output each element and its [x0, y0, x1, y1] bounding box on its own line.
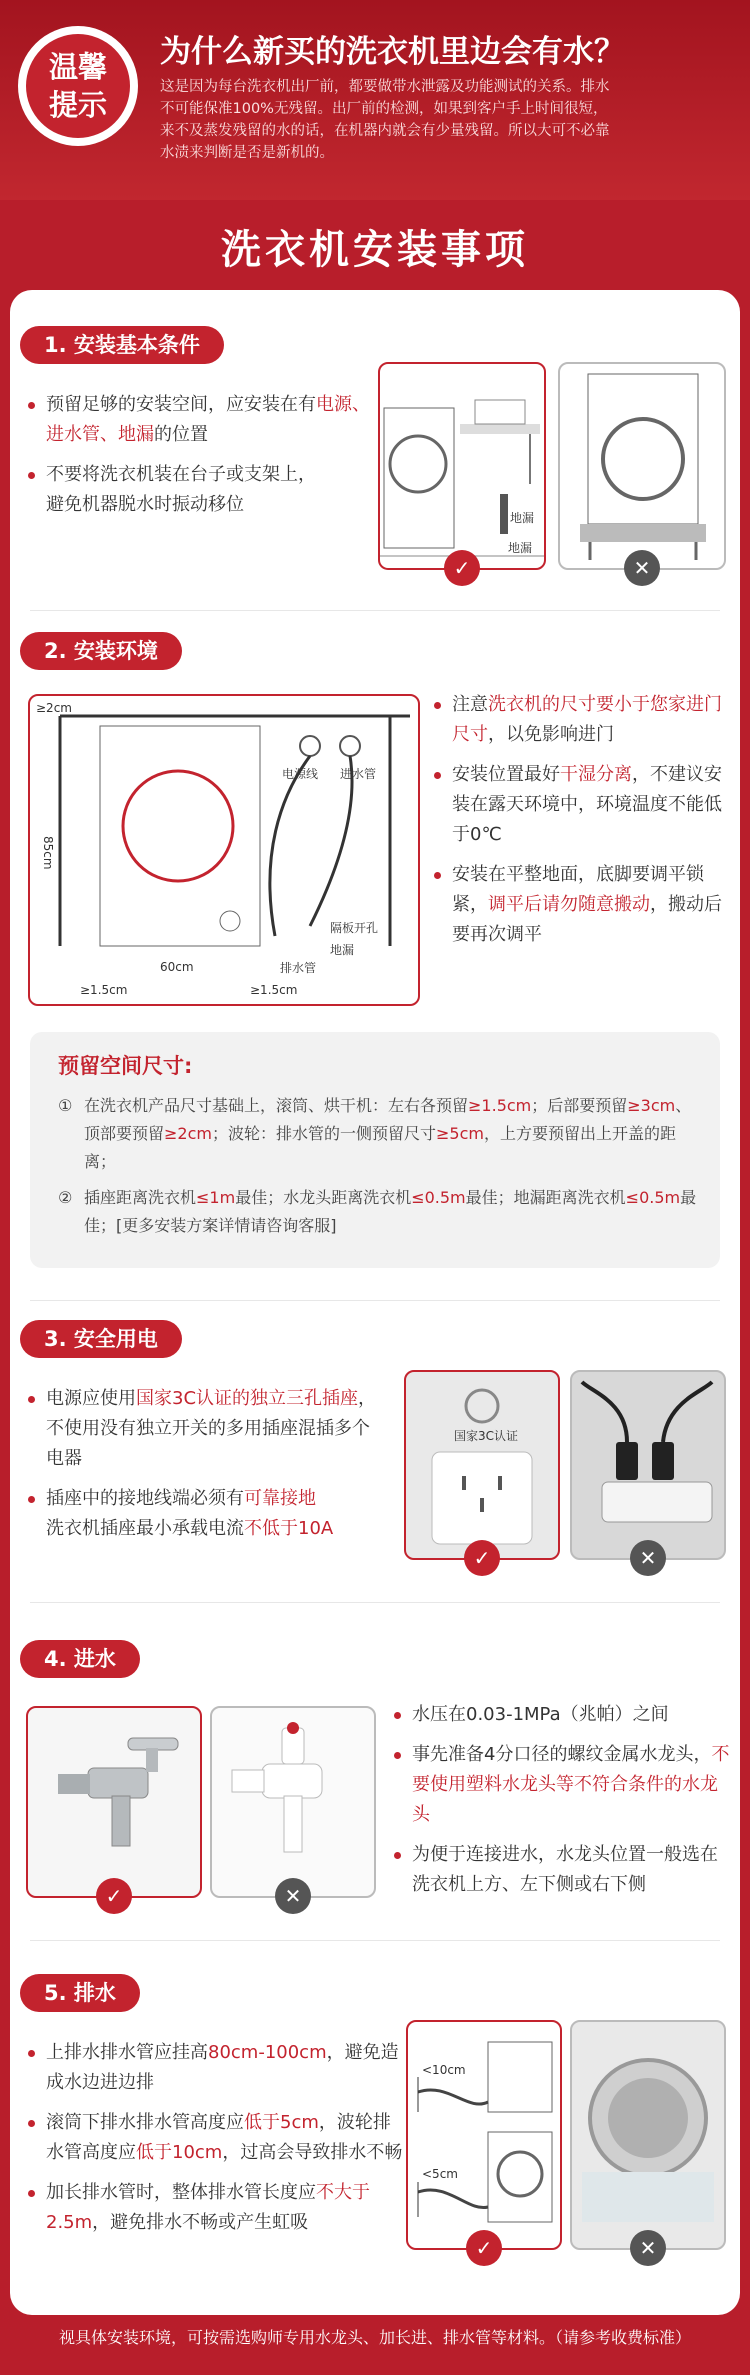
section-3-bullets [24, 1384, 384, 1554]
bullet-text: 为便于连接进水，水龙头位置一般选在洗衣机上方、左下侧或右下侧 [412, 1844, 718, 1895]
item-highlight: ≥1.5cm [468, 1096, 532, 1115]
left-gap-label: ≥1.5cm [80, 983, 128, 997]
banner-text [160, 76, 720, 164]
item-text: ；波轮：排水管的一侧预留尺寸 [211, 1124, 436, 1143]
item-text: 最佳；地漏距离洗衣机 [465, 1188, 626, 1207]
install-environment-diagram [28, 694, 420, 1006]
bullet-highlight: 低于10cm [136, 2142, 223, 2163]
section-2-heading: 2. 安装环境 [20, 632, 182, 670]
badge-line2: 提示 [48, 88, 107, 122]
item-highlight: ≤0.5m [411, 1188, 466, 1207]
bullet-text: 上排水排水管应挂高 [46, 2042, 208, 2063]
divider [30, 1602, 720, 1603]
bullet-text: ，不建议安装在露天环境中，环境温度不能低于0℃ [452, 764, 722, 845]
correct-drain-height-image [406, 2020, 562, 2260]
reserved-space-item [58, 1092, 698, 1176]
item-text: 、顶部要预留 [84, 1096, 692, 1143]
under-5cm-label: <5cm [422, 2167, 458, 2181]
correct-socket-image [404, 1370, 560, 1570]
section-4-bullets [390, 1700, 730, 1910]
tip-banner [0, 0, 750, 200]
section-2-bullets [430, 690, 730, 960]
bullet-text: 洗衣机插座最小承载电流 [46, 1518, 244, 1539]
cross-icon: ✕ [275, 1878, 311, 1914]
bullet-text: ，过高会导致排水不畅 [222, 2142, 403, 2163]
bullet-highlight: 低于5cm [244, 2112, 319, 2133]
3c-socket-illustration [406, 1372, 558, 1558]
bullet-highlight: 不低于10A [244, 1518, 334, 1539]
section-3-heading: 3. 安全用电 [20, 1320, 182, 1358]
banner-line: 不可能保准100%无残留。出厂前的检测，如果到客户手上时间很短， [160, 101, 608, 117]
bullet-text: 的位置 [154, 424, 208, 445]
item-text: 最佳；[更多安装方案详情请咨询客服] [84, 1188, 697, 1235]
footer-note: 视具体安装环境，可按需选购师专用水龙头、加长进、排水管等材料。（请参考收费标准） [58, 2328, 691, 2347]
bullet-text: 事先准备4分口径的螺纹金属水龙头， [412, 1744, 712, 1765]
cross-icon: ✕ [630, 1540, 666, 1576]
wrong-faucet-image [210, 1706, 376, 1908]
bullet-item [24, 1384, 384, 1474]
check-icon: ✓ [444, 550, 480, 586]
item-highlight: ≥5cm [436, 1124, 484, 1143]
cross-icon: ✕ [630, 2230, 666, 2266]
bullet-item [390, 1840, 730, 1900]
check-icon: ✓ [464, 1540, 500, 1576]
section-1-bullets [24, 390, 374, 530]
bullet-highlight: 不要使用塑料水龙头等不符合条件的水龙头 [412, 1744, 730, 1825]
section-5-heading: 5. 排水 [20, 1974, 140, 2012]
item-highlight: ≤1m [196, 1188, 236, 1207]
bullet-highlight: 洗衣机的尺寸要小于您家进门尺寸 [452, 694, 722, 745]
bullet-text: ，以免影响进门 [488, 724, 614, 745]
item-text: 在洗衣机产品尺寸基础上，滚筒、烘干机：左右各预留 [84, 1096, 469, 1115]
bullet-text: 预留足够的安装空间，应安装在有 [46, 394, 316, 415]
flooded-drum-illustration [572, 2022, 724, 2248]
bullet-item [390, 1700, 730, 1730]
bullet-item [390, 1740, 730, 1830]
drain-pipe-label: 排水管 [280, 961, 317, 975]
correct-faucet-image [26, 1706, 202, 1908]
bullet-text: 安装位置最好 [452, 764, 560, 785]
page-title: 洗衣机安装事项 [221, 227, 529, 273]
floor-drain-label: 地漏 [330, 943, 355, 957]
under-10cm-label: <10cm [422, 2063, 466, 2077]
bullet-text: 滚筒下排水排水管高度应 [46, 2112, 244, 2133]
section-4-heading: 4. 进水 [20, 1640, 140, 1678]
bullet-item [24, 2178, 404, 2238]
bullet-highlight: 电源、进水管、地漏 [46, 394, 370, 445]
item-highlight: ≤0.5m [625, 1188, 681, 1207]
bullet-text: ，避免造成水边进边排 [46, 2042, 399, 2093]
bullet-item [430, 760, 730, 850]
check-icon: ✓ [96, 1878, 132, 1914]
item-text: ；后部要预留 [531, 1096, 628, 1115]
bullet-item [24, 2108, 404, 2168]
bullet-highlight: 不大于2.5m [46, 2182, 370, 2233]
check-icon: ✓ [466, 2230, 502, 2266]
washer-on-stand-illustration [560, 364, 724, 568]
bullet-text: 电源应使用 [46, 1388, 136, 1409]
divider [30, 610, 720, 611]
item-text: 最佳；水龙头距离洗衣机 [235, 1188, 412, 1207]
top-gap-label: ≥2cm [36, 701, 72, 715]
bullet-item [24, 1484, 384, 1544]
bullet-highlight: 可靠接地 [244, 1488, 316, 1509]
bullet-highlight: 干湿分离 [560, 764, 632, 785]
banner-line: 水渍来判断是否是新机的。 [160, 145, 334, 161]
reserved-space-list [58, 1092, 698, 1248]
plastic-faucet-illustration [212, 1708, 374, 1896]
right-gap-label: ≥1.5cm [250, 983, 298, 997]
bullet-text: ，波轮排水管高度应 [46, 2112, 391, 2163]
content-card [10, 290, 740, 2315]
floor-drain-label: 地漏 [508, 541, 533, 555]
wrong-socket-image [570, 1370, 726, 1570]
power-cord-label: 电源线 [282, 767, 319, 781]
wrong-install-image [558, 362, 726, 580]
power-strip-illustration [572, 1372, 724, 1558]
floor-drain-label: 地漏 [510, 511, 535, 525]
cross-icon: ✕ [624, 550, 660, 586]
tip-badge-inner [26, 34, 130, 138]
bullet-text: ，不使用没有独立开关的多用插座混插多个电器 [46, 1388, 377, 1469]
divider [30, 1300, 720, 1301]
bullet-text: 插座中的接地线端必须有 [46, 1488, 244, 1509]
reserved-space-box [30, 1032, 720, 1268]
metal-faucet-illustration [28, 1708, 200, 1896]
bullet-highlight: 国家3C认证的独立三孔插座 [136, 1388, 359, 1409]
banner-title: 为什么新买的洗衣机里边会有水？ [160, 34, 625, 70]
badge-line1: 温馨 [48, 50, 107, 84]
bullet-item [24, 2038, 404, 2098]
item-number: ② [58, 1188, 73, 1207]
drain-height-illustration [408, 2022, 560, 2248]
shelf-hole-label: 隔板开孔 [330, 921, 379, 935]
inlet-pipe-label: 进水管 [340, 767, 377, 781]
section-1-heading: 1. 安装基本条件 [20, 326, 224, 364]
item-highlight: ≥3cm [627, 1096, 676, 1115]
bullet-text: 加长排水管时，整体排水管长度应 [46, 2182, 316, 2203]
item-text: 插座距离洗衣机 [84, 1188, 197, 1207]
correct-install-image [378, 362, 546, 580]
width-label: 60cm [160, 960, 194, 974]
dimension-diagram [30, 696, 418, 1004]
divider [30, 1940, 720, 1941]
bullet-highlight: 80cm-100cm [208, 2042, 327, 2063]
bullet-highlight: 调平后请勿随意搬动 [488, 894, 650, 915]
washer-on-floor-illustration [380, 364, 544, 568]
banner-line: 来不及蒸发残留的水的话，在机器内就会有少量残留。所以大可不必靠 [160, 123, 610, 139]
section-5-bullets [24, 2038, 404, 2248]
reserved-space-title: 预留空间尺寸: [58, 1054, 193, 1078]
banner-line: 这是因为每台洗衣机出厂前，都要做带水泄露及功能测试的关系。排水 [160, 79, 610, 95]
bullet-text: 注意 [452, 694, 488, 715]
bullet-item [24, 460, 374, 520]
item-highlight: ≥2cm [164, 1124, 212, 1143]
bullet-text: ，避免排水不畅或产生虹吸 [92, 2212, 309, 2233]
reserved-space-item [58, 1184, 698, 1240]
wrong-drain-image [570, 2020, 726, 2260]
bullet-item [430, 860, 730, 950]
item-text: ，上方要预留出上开盖的距离； [84, 1124, 676, 1171]
height-label: 85cm [41, 836, 55, 870]
bullet-text: 水压在0.03-1MPa（兆帕）之间 [412, 1704, 669, 1725]
bullet-text: 不要将洗衣机装在台子或支架上， [46, 464, 316, 485]
item-number: ① [58, 1096, 73, 1115]
bullet-text: ，搬动后要再次调平 [452, 894, 722, 945]
bullet-item [24, 390, 374, 450]
bullet-text: 避免机器脱水时振动移位 [46, 494, 244, 515]
ccc-label: 国家3C认证 [454, 1429, 519, 1443]
bullet-item [430, 690, 730, 750]
tip-badge [18, 26, 138, 146]
bullet-text: 安装在平整地面，底脚要调平锁紧， [452, 864, 704, 915]
